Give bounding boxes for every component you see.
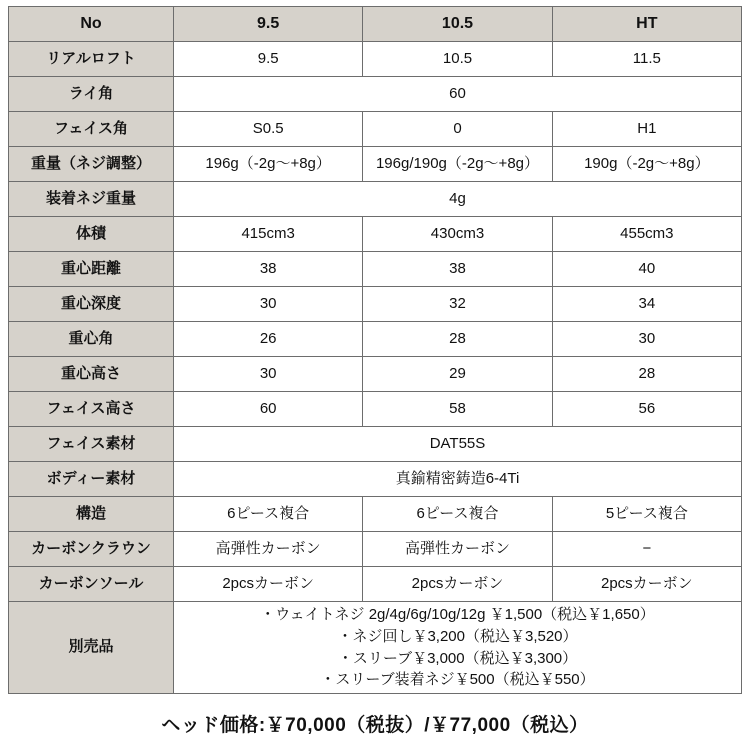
table-row xyxy=(9,427,742,462)
table-row-optional xyxy=(9,602,742,694)
row-label: 重心高さ xyxy=(9,357,174,392)
table-row xyxy=(9,567,742,602)
row-value: 34 xyxy=(552,287,741,322)
row-label: 体積 xyxy=(9,217,174,252)
row-label: ライ角 xyxy=(9,77,174,112)
row-value: 60 xyxy=(174,392,363,427)
row-label: リアルロフト xyxy=(9,42,174,77)
row-value: 2pcsカーボン xyxy=(363,567,552,602)
row-label: 重心距離 xyxy=(9,252,174,287)
table-row xyxy=(9,147,742,182)
table-row xyxy=(9,42,742,77)
optional-products-list xyxy=(174,602,742,694)
table-row xyxy=(9,287,742,322)
row-value-merged: 4g xyxy=(174,182,742,217)
row-value: 38 xyxy=(174,252,363,287)
table-row xyxy=(9,392,742,427)
row-value: S0.5 xyxy=(174,112,363,147)
row-label: 装着ネジ重量 xyxy=(9,182,174,217)
row-value: 高弾性カーボン xyxy=(174,532,363,567)
table-row xyxy=(9,497,742,532)
row-value: 196g（-2g〜+8g） xyxy=(174,147,363,182)
table-row xyxy=(9,252,742,287)
optional-product-line: ・ウェイトネジ 2g/4g/6g/10g/12g ￥1,500（税込￥1,650） xyxy=(260,606,655,623)
row-label: 別売品 xyxy=(9,602,174,694)
optional-product-line: ・スリーブ装着ネジ￥500（税込￥550） xyxy=(320,671,595,689)
table-row xyxy=(9,462,742,497)
row-value: 26 xyxy=(174,322,363,357)
table-row xyxy=(9,77,742,112)
row-value: 30 xyxy=(174,357,363,392)
row-value: 高弾性カーボン xyxy=(363,532,552,567)
table-row xyxy=(9,322,742,357)
table-header-row xyxy=(9,7,742,42)
row-value: 29 xyxy=(363,357,552,392)
row-label: フェイス高さ xyxy=(9,392,174,427)
row-label: カーボンソール xyxy=(9,567,174,602)
spec-table xyxy=(8,6,742,694)
table-row xyxy=(9,112,742,147)
row-value: 6ピース複合 xyxy=(363,497,552,532)
row-value: 2pcsカーボン xyxy=(174,567,363,602)
header-cell-2: 10.5 xyxy=(363,7,552,42)
table-row xyxy=(9,182,742,217)
row-value: 40 xyxy=(552,252,741,287)
row-label: 構造 xyxy=(9,497,174,532)
row-value: 28 xyxy=(363,322,552,357)
header-cell-3: HT xyxy=(552,7,741,42)
row-value: 0 xyxy=(363,112,552,147)
row-value: 455cm3 xyxy=(552,217,741,252)
row-value: 58 xyxy=(363,392,552,427)
row-value: 11.5 xyxy=(552,42,741,77)
header-cell-1: 9.5 xyxy=(174,7,363,42)
row-label: フェイス素材 xyxy=(9,427,174,462)
row-value-merged: DAT55S xyxy=(174,427,742,462)
row-value: 28 xyxy=(552,357,741,392)
row-value: 415cm3 xyxy=(174,217,363,252)
row-value: − xyxy=(552,532,741,567)
header-cell-no: No xyxy=(9,7,174,42)
row-label: 重心角 xyxy=(9,322,174,357)
table-row xyxy=(9,217,742,252)
row-label: 重心深度 xyxy=(9,287,174,322)
optional-product-line: ・スリーブ￥3,000（税込￥3,300） xyxy=(337,649,578,667)
row-value: 2pcsカーボン xyxy=(552,567,741,602)
row-value: 56 xyxy=(552,392,741,427)
row-value: 6ピース複合 xyxy=(174,497,363,532)
row-value: 430cm3 xyxy=(363,217,552,252)
row-label: フェイス角 xyxy=(9,112,174,147)
row-value: 9.5 xyxy=(174,42,363,77)
row-label: カーボンクラウン xyxy=(9,532,174,567)
row-value: 5ピース複合 xyxy=(552,497,741,532)
row-value: 30 xyxy=(552,322,741,357)
row-value-merged: 真鍮精密鋳造6-4Ti xyxy=(174,462,742,497)
row-value: 190g（-2g〜+8g） xyxy=(552,147,741,182)
row-label: ボディー素材 xyxy=(9,462,174,497)
row-value: 196g/190g（-2g〜+8g） xyxy=(363,147,552,182)
row-value: 32 xyxy=(363,287,552,322)
table-row xyxy=(9,532,742,567)
table-row xyxy=(9,357,742,392)
row-value: 38 xyxy=(363,252,552,287)
row-value: 10.5 xyxy=(363,42,552,77)
row-value: 30 xyxy=(174,287,363,322)
optional-product-line: ・ネジ回し￥3,200（税込￥3,520） xyxy=(337,627,578,645)
head-price: ヘッド価格:￥70,000（税抜）/￥77,000（税込） xyxy=(161,715,589,736)
row-label: 重量（ネジ調整） xyxy=(9,147,174,182)
row-value: H1 xyxy=(552,112,741,147)
row-value-merged: 60 xyxy=(174,77,742,112)
